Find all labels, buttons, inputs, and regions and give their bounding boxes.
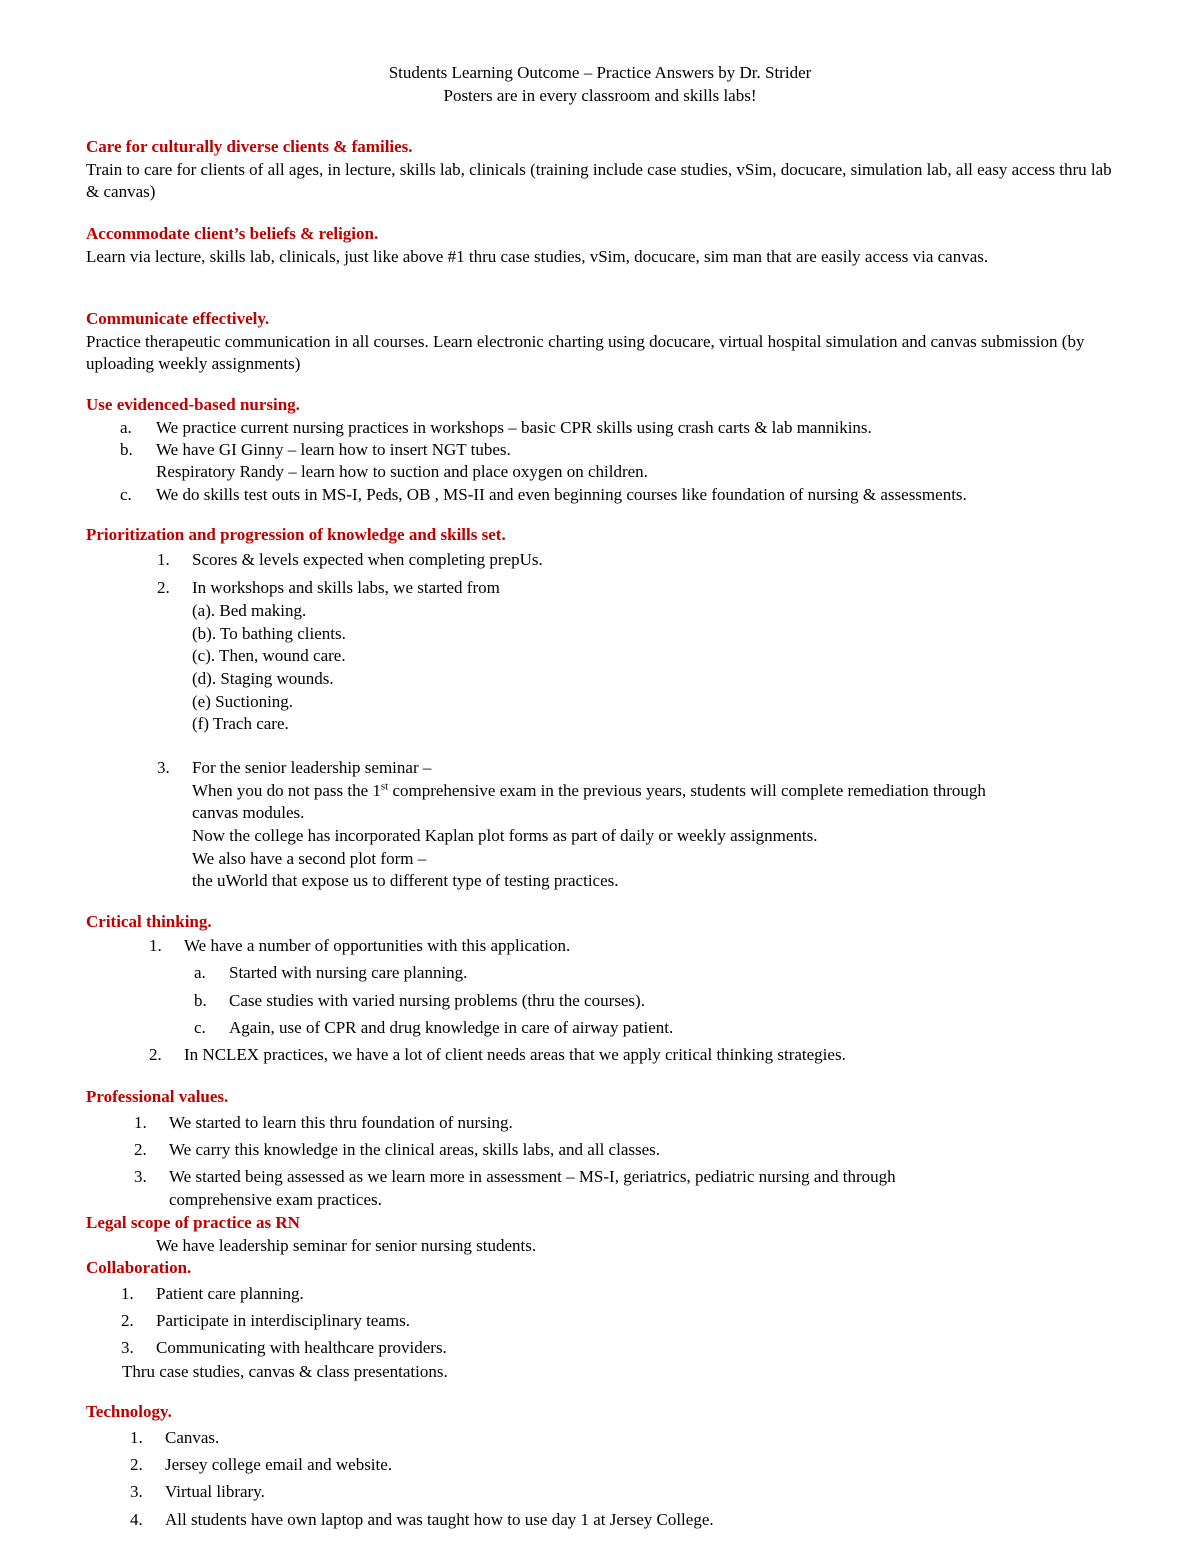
section-evidence-based — [86, 394, 1126, 504]
list-item-text: Case studies with varied nursing problems (thru the courses). — [229, 991, 645, 1010]
list-item-text: We carry this knowledge in the clinical areas, skills labs, and all classes. — [169, 1140, 661, 1159]
list-item-text: Patient care planning. — [156, 1284, 304, 1303]
document-subtitle: Posters are in every classroom and skills labs! — [443, 86, 757, 105]
list-item-continuation: We also have a second plot form – — [192, 849, 427, 868]
section-cultural-care — [86, 136, 1126, 203]
list-marker: 3. — [130, 1482, 143, 1501]
list-marker: 3. — [157, 758, 170, 777]
list-marker: 1. — [130, 1428, 143, 1447]
sub-list-item: (f) Trach care. — [192, 714, 289, 733]
list-marker: 3. — [121, 1338, 134, 1357]
list-item-continuation: comprehensive exam practices. — [169, 1190, 382, 1209]
list-item-text: Communicating with healthcare providers. — [156, 1338, 447, 1357]
section-text: Train to care for clients of all ages, in lecture, skills lab, clinicals (training include case studies, vSim, docucare, simulation lab, all easy access thru lab & canvas) — [86, 160, 1112, 201]
list-item-text: Started with nursing care planning. — [229, 963, 468, 982]
list-marker: a. — [194, 963, 206, 982]
section-beliefs-religion — [86, 223, 1126, 268]
list-marker: b. — [194, 991, 207, 1010]
section-collaboration — [86, 1257, 1126, 1387]
list-item-text: We practice current nursing practices in workshops – basic CPR skills using crash carts & lab mannikins. — [156, 418, 872, 437]
continuation-text: comprehensive exam in the previous years, students will complete remediation through — [388, 781, 986, 800]
section-heading: Legal scope of practice as RN — [86, 1213, 300, 1232]
sub-list-item: (d). Staging wounds. — [192, 669, 334, 688]
list-marker: 1. — [157, 550, 170, 569]
section-heading: Communicate effectively. — [86, 309, 270, 328]
list-item-text: For the senior leadership seminar – — [192, 758, 432, 777]
section-text: Practice therapeutic communication in all courses. Learn electronic charting using docucare, virtual hospital simulation and canvas submission (by uploading weekly assignments) — [86, 332, 1085, 373]
document-title: Students Learning Outcome – Practice Answers by Dr. Strider — [388, 63, 812, 82]
list-item-text: Canvas. — [165, 1428, 220, 1447]
section-legal-scope — [86, 1212, 1126, 1260]
section-technology — [86, 1401, 1126, 1541]
list-marker: 2. — [130, 1455, 143, 1474]
list-item-text: We started to learn this thru foundation of nursing. — [169, 1113, 513, 1132]
list-item-text: Scores & levels expected when completing prepUs. — [192, 550, 543, 569]
list-marker: 2. — [157, 578, 170, 597]
sub-list-item: (e) Suctioning. — [192, 692, 294, 711]
list-item-text: Jersey college email and website. — [165, 1455, 393, 1474]
section-text: Learn via lecture, skills lab, clinicals, just like above #1 thru case studies, vSim, docucare, sim man that are easily access via canvas. — [86, 247, 989, 266]
list-item-text: We have GI Ginny – learn how to insert NGT tubes. — [156, 440, 511, 459]
list-marker: a. — [120, 418, 132, 437]
list-item-text: Virtual library. — [165, 1482, 265, 1501]
list-marker: 1. — [134, 1113, 147, 1132]
list-marker: 3. — [134, 1167, 147, 1186]
list-marker: c. — [120, 485, 132, 504]
section-heading: Care for culturally diverse clients & families. — [86, 137, 413, 156]
list-marker: 1. — [121, 1284, 134, 1303]
list-item-text: In workshops and skills labs, we started from — [192, 578, 500, 597]
section-prioritization — [86, 524, 1126, 894]
list-item-continuation — [192, 780, 986, 802]
list-marker: 2. — [134, 1140, 147, 1159]
list-marker: 2. — [121, 1311, 134, 1330]
list-item-text: All students have own laptop and was taught how to use day 1 at Jersey College. — [165, 1510, 714, 1529]
list-marker: 4. — [130, 1510, 143, 1529]
section-heading: Use evidenced-based nursing. — [86, 395, 300, 414]
ordinal-suffix: st — [380, 780, 389, 793]
section-heading: Technology. — [86, 1402, 172, 1421]
sub-list-item: (a). Bed making. — [192, 601, 307, 620]
section-critical-thinking — [86, 911, 1126, 1071]
section-text: We have leadership seminar for senior nursing students. — [156, 1236, 537, 1255]
list-item-text: We do skills test outs in MS-I, Peds, OB , MS-II and even beginning courses like foundation of nursing & assessments. — [156, 485, 967, 504]
list-item-continuation: the uWorld that expose us to different type of testing practices. — [192, 871, 619, 890]
document-header — [0, 62, 1200, 108]
list-marker: 1. — [149, 936, 162, 955]
section-heading: Accommodate client’s beliefs & religion. — [86, 224, 379, 243]
list-item-text: In NCLEX practices, we have a lot of client needs areas that we apply critical thinking strategies. — [184, 1045, 846, 1064]
list-item-text: We started being assessed as we learn more in assessment – MS-I, geriatrics, pediatric nursing and through — [169, 1167, 896, 1186]
section-heading: Critical thinking. — [86, 912, 212, 931]
sub-list-item: (b). To bathing clients. — [192, 624, 346, 643]
section-heading: Prioritization and progression of knowledge and skills set. — [86, 525, 506, 544]
section-communication — [86, 308, 1126, 375]
list-item-continuation: Now the college has incorporated Kaplan plot forms as part of daily or weekly assignments. — [192, 826, 818, 845]
continuation-text: When you do not pass the 1 — [192, 781, 381, 800]
list-item-text: Participate in interdisciplinary teams. — [156, 1311, 410, 1330]
section-note: Thru case studies, canvas & class presentations. — [122, 1362, 448, 1381]
list-item-text: Again, use of CPR and drug knowledge in care of airway patient. — [229, 1018, 674, 1037]
section-heading: Professional values. — [86, 1087, 229, 1106]
sub-list-item: (c). Then, wound care. — [192, 646, 346, 665]
section-professional-values — [86, 1086, 1126, 1212]
list-item-text: Respiratory Randy – learn how to suction and place oxygen on children. — [156, 462, 648, 481]
list-marker: 2. — [149, 1045, 162, 1064]
section-heading: Collaboration. — [86, 1258, 192, 1277]
list-item-continuation: canvas modules. — [192, 803, 305, 822]
list-marker: b. — [120, 440, 133, 459]
list-marker: c. — [194, 1018, 206, 1037]
list-item-text: We have a number of opportunities with this application. — [184, 936, 571, 955]
